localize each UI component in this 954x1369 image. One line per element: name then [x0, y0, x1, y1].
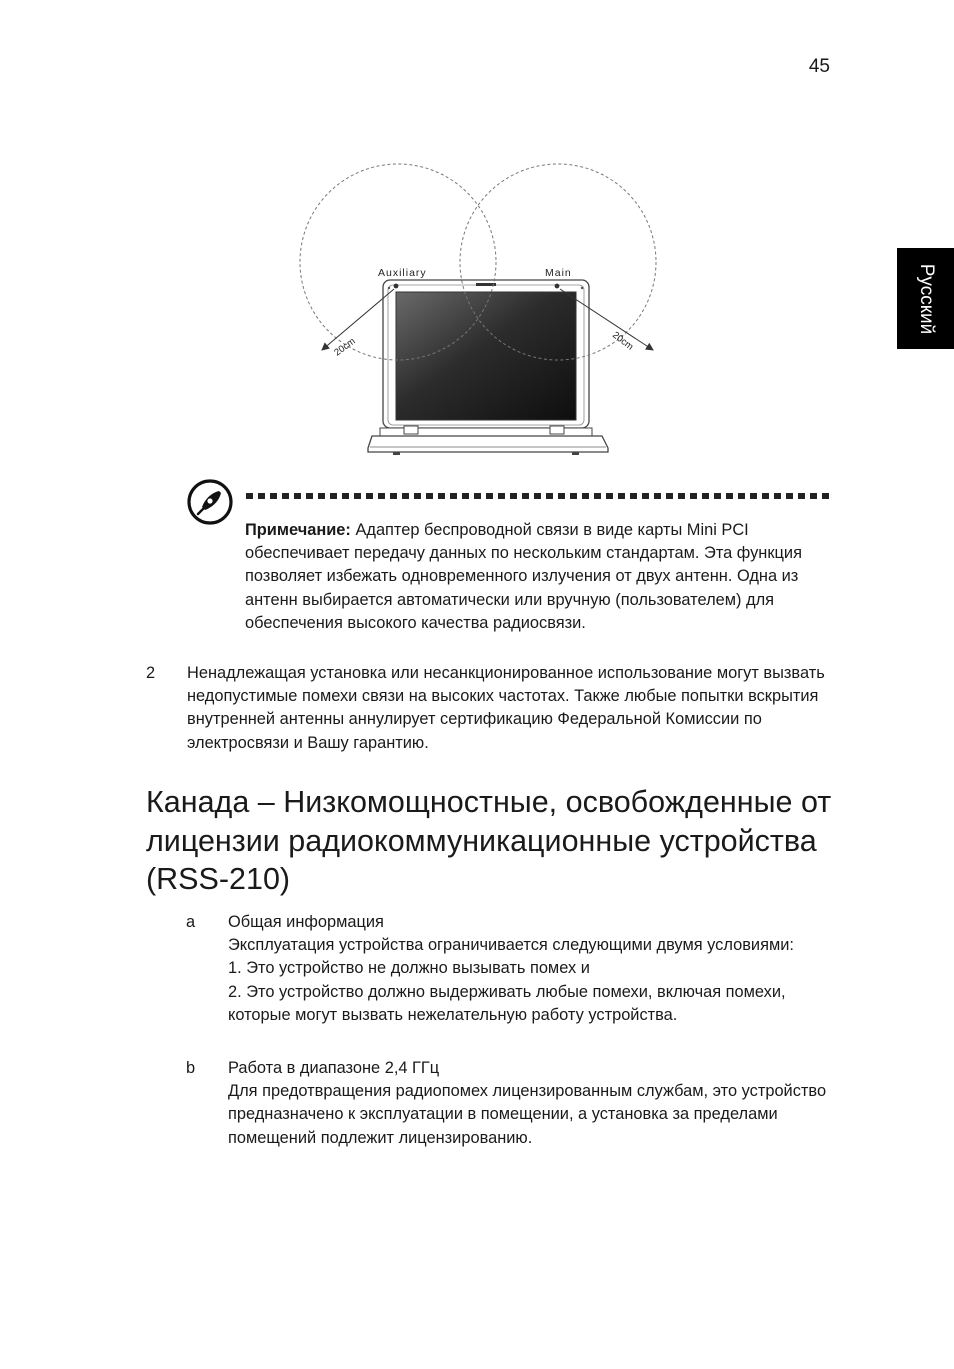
language-tab	[897, 248, 954, 349]
laptop-illustration	[368, 280, 608, 455]
note-divider	[246, 493, 830, 499]
note-text	[245, 519, 835, 635]
list-item-line: 1. Это устройство не должно вызывать помех и	[228, 959, 590, 978]
language-tab-label: Русский	[915, 263, 937, 334]
list-item-line: Для предотвращения радиопомех лицензированным службам, это устройство предназначено к эксплуатации в помещении, а установка за пределами помещений подлежит лицензированию.	[228, 1082, 827, 1147]
list-item-letter: a	[186, 913, 196, 931]
list-item-line: Эксплуатация устройства ограничивается следующими двумя условиями:	[228, 936, 794, 955]
auxiliary-antenna-point	[394, 284, 399, 289]
main-antenna-point	[555, 284, 560, 289]
pen-nib-icon	[187, 479, 233, 525]
section-heading: Канада – Низкомощностные, освобожденные от лицензии радиокоммуникационные устройства (RSS-210)	[146, 785, 832, 896]
main-label: Main	[545, 267, 572, 279]
list-item-text: Ненадлежащая установка или несанкционированное использование могут вызвать недопустимые помехи связи на высоких частотах. Также любые попытки вскрытия внутренней антенны аннулирует сертификацию Федеральной Комиссии по электросвязи и Вашу гарантию.	[187, 664, 825, 752]
list-item-title: Общая информация	[228, 913, 384, 931]
page-number: 45	[808, 56, 830, 77]
note-label: Примечание:	[245, 521, 351, 539]
auxiliary-label: Auxiliary	[378, 267, 427, 279]
antenna-diagram	[290, 160, 690, 465]
list-item-line: 2. Это устройство должно выдерживать любые помехи, включая помехи, которые могут вызвать нежелательную работу устройства.	[228, 982, 786, 1024]
distance-label-left: 20cm	[332, 335, 358, 359]
list-item-number: 2	[146, 664, 156, 682]
list-item-title: Работа в диапазоне 2,4 ГГц	[228, 1059, 440, 1077]
note-body: Адаптер беспроводной связи в виде карты Mini PCI обеспечивает передачу данных по нескольким стандартам. Эта функция позволяет избежать одновременного излучения от двух антенн. Одна из антенн выбирается автоматически или вручную (пользователем) для обеспечения высокого качества радиосвязи.	[245, 521, 802, 632]
list-item-letter: b	[186, 1059, 196, 1077]
distance-label-right: 20cm	[610, 329, 636, 353]
